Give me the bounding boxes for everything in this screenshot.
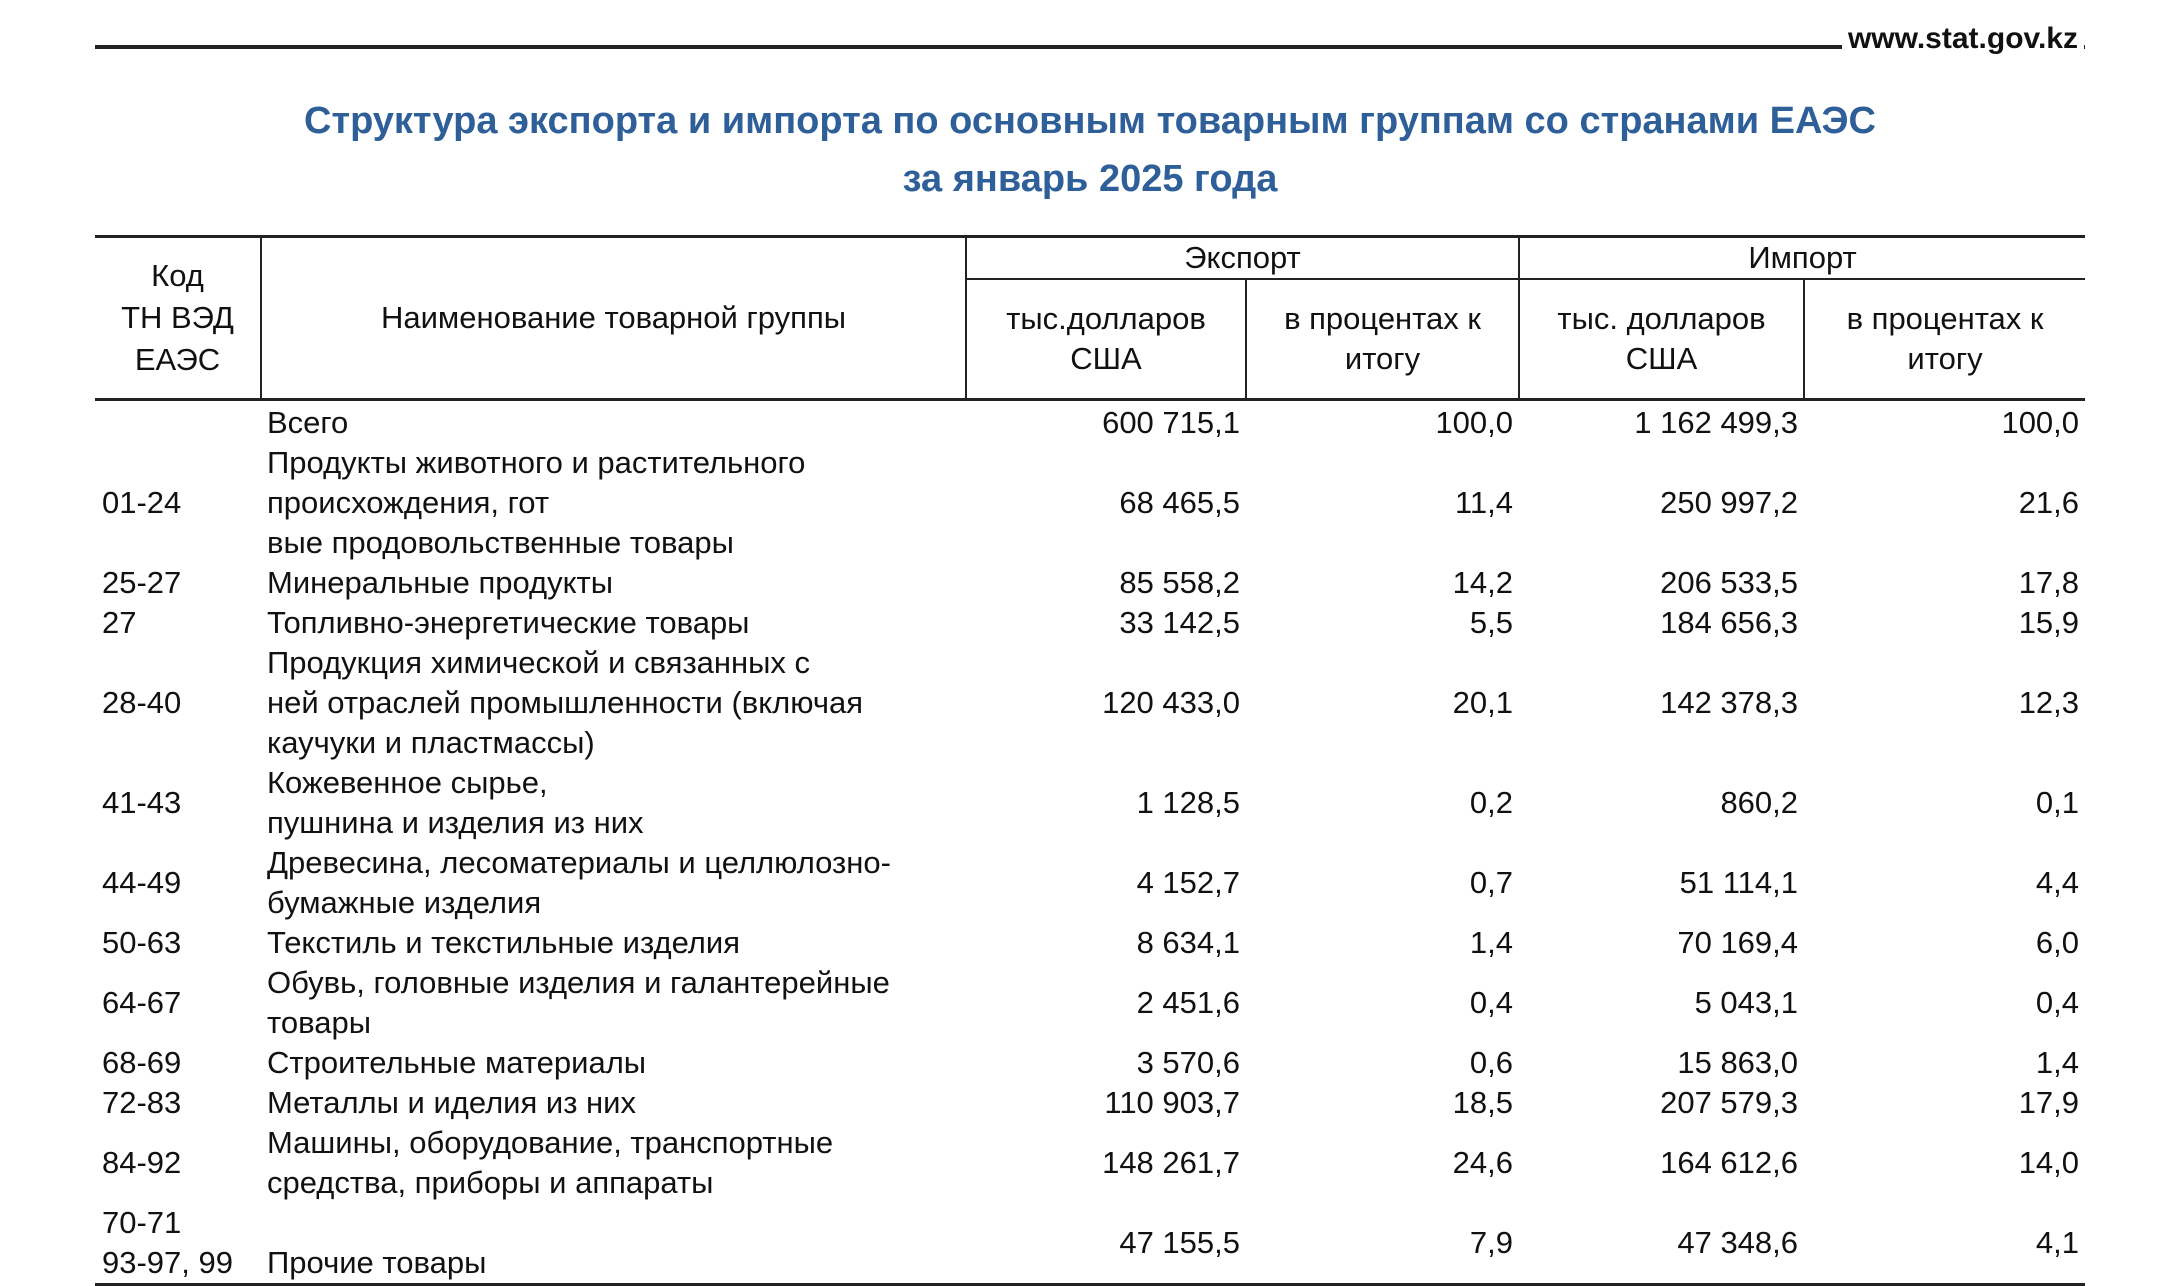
- row-name-line: Строительные материалы: [267, 1045, 647, 1080]
- row-import-pct: 100,0: [2001, 405, 2080, 440]
- row-code: [95, 400, 261, 444]
- row-code: [95, 843, 261, 923]
- row-name: [261, 843, 966, 923]
- row-code-line: [102, 403, 253, 443]
- row-import-pct: 1,4: [2035, 1045, 2080, 1080]
- row-name: [261, 563, 966, 603]
- row-import-value: 860,2: [1720, 785, 1799, 820]
- header-export-pct: [1246, 279, 1519, 400]
- row-name: [261, 963, 966, 1043]
- row-export-pct: 0,4: [1469, 985, 1514, 1020]
- row-export-pct: 1,4: [1469, 925, 1514, 960]
- row-export-pct: 100,0: [1435, 405, 1514, 440]
- trade-structure-table: [95, 235, 2085, 1286]
- row-import-pct: 0,4: [2035, 985, 2080, 1020]
- table-row: [95, 923, 2085, 963]
- header-code: [95, 237, 261, 400]
- row-code-line: 70-71: [102, 1205, 182, 1240]
- table-row: [95, 1043, 2085, 1083]
- row-name: [261, 763, 966, 843]
- row-export-value: 148 261,7: [1102, 1145, 1240, 1180]
- row-export-pct: 24,6: [1452, 1145, 1514, 1180]
- table-row: [95, 643, 2085, 763]
- row-name: [261, 603, 966, 643]
- row-code: [95, 563, 261, 603]
- row-name-line: Минеральные продукты: [267, 565, 614, 600]
- row-name-line: Продукция химической и связанных с: [267, 645, 811, 680]
- header-import-pct: [1804, 279, 2085, 400]
- row-import-pct: 17,9: [2018, 1085, 2080, 1120]
- row-export-value: 47 155,5: [1119, 1225, 1240, 1260]
- row-name-line: Обувь, головные изделия и галантерейные: [267, 965, 890, 1000]
- page-title: [95, 92, 2085, 208]
- row-import-pct: 14,0: [2018, 1145, 2080, 1180]
- row-import-pct: 21,6: [2018, 485, 2080, 520]
- row-code: [95, 443, 261, 563]
- row-name-line: [267, 1203, 958, 1243]
- row-name-line: Всего: [267, 405, 349, 440]
- table-row: [95, 443, 2085, 563]
- header-export: Экспорт: [966, 237, 1519, 280]
- table-row: [95, 603, 2085, 643]
- row-name-line: происхождения, гот: [267, 485, 550, 520]
- row-code: [95, 1083, 261, 1123]
- header-import-pct-line-1: в процентах к: [1846, 301, 2044, 336]
- row-code: [95, 963, 261, 1043]
- row-export-pct: 7,9: [1469, 1225, 1514, 1260]
- row-export-pct: 20,1: [1452, 685, 1514, 720]
- row-import-pct: 4,1: [2035, 1225, 2080, 1260]
- header-import: Импорт: [1519, 237, 2085, 280]
- header-import-pct-line-2: итогу: [1907, 341, 1983, 376]
- row-code: [95, 603, 261, 643]
- row-import-value: 5 043,1: [1694, 985, 1799, 1020]
- row-code-line: 68-69: [102, 1045, 182, 1080]
- row-import-value: 250 997,2: [1660, 485, 1799, 520]
- row-import-value: 184 656,3: [1660, 605, 1799, 640]
- row-import-pct: 17,8: [2018, 565, 2080, 600]
- header-export-value-line-1: тыс.долларов: [1006, 301, 1206, 336]
- row-code-line: 25-27: [102, 565, 182, 600]
- row-export-pct: 18,5: [1452, 1085, 1514, 1120]
- header-import-value: [1519, 279, 1804, 400]
- row-name-line: Прочие товары: [267, 1245, 487, 1280]
- row-import-value: 142 378,3: [1660, 685, 1799, 720]
- row-export-pct: 14,2: [1452, 565, 1514, 600]
- title-line-1: Структура экспорта и импорта по основным товарным группам со странами ЕАЭС: [304, 100, 1876, 142]
- table-body: [95, 400, 2085, 1285]
- row-import-value: 70 169,4: [1677, 925, 1799, 960]
- row-code: [95, 1203, 261, 1285]
- row-name-line: Металлы и иделия из них: [267, 1085, 636, 1120]
- header-code-line-1: Код: [151, 258, 204, 293]
- row-export-pct: 0,7: [1469, 865, 1514, 900]
- row-name-line: Текстиль и текстильные изделия: [267, 925, 740, 960]
- row-code-line: 27: [102, 605, 137, 640]
- row-name-line: ней отраслей промышленности (включая: [267, 685, 863, 720]
- row-name-line: пушнина и изделия из них: [267, 805, 644, 840]
- row-code: [95, 1043, 261, 1083]
- row-name: [261, 1043, 966, 1083]
- row-export-value: 8 634,1: [1136, 925, 1240, 960]
- header-export-value: [966, 279, 1246, 400]
- row-code-line: 28-40: [102, 685, 182, 720]
- header-export-value-line-2: США: [1070, 341, 1142, 376]
- row-name: [261, 643, 966, 763]
- header-code-line-2: ТН ВЭД: [121, 300, 234, 335]
- row-name-line: Топливно-энергетические товары: [267, 605, 750, 640]
- row-code: [95, 763, 261, 843]
- row-code: [95, 643, 261, 763]
- row-name: [261, 1203, 966, 1285]
- table-row: [95, 1083, 2085, 1123]
- row-code-line: 41-43: [102, 785, 182, 820]
- site-label-wrap: [1842, 22, 2084, 56]
- row-export-value: 120 433,0: [1102, 685, 1240, 720]
- row-code-line: 01-24: [102, 485, 182, 520]
- row-export-value: 33 142,5: [1119, 605, 1240, 640]
- header-code-line-3: ЕАЭС: [134, 342, 221, 377]
- row-export-value: 600 715,1: [1102, 405, 1240, 440]
- row-import-pct: 0,1: [2035, 785, 2080, 820]
- row-import-value: 51 114,1: [1679, 865, 1799, 900]
- header-rule: [95, 45, 2085, 49]
- table-row: [95, 963, 2085, 1043]
- row-code-line: 64-67: [102, 985, 182, 1020]
- row-export-pct: 11,4: [1454, 485, 1514, 520]
- row-export-value: 4 152,7: [1136, 865, 1240, 900]
- site-url[interactable]: www.stat.gov.kz: [1847, 22, 2078, 55]
- row-code-line: 93-97, 99: [102, 1245, 233, 1280]
- row-import-value: 207 579,3: [1660, 1085, 1799, 1120]
- header-name: Наименование товарной группы: [261, 237, 966, 400]
- row-import-value: 15 863,0: [1677, 1045, 1799, 1080]
- row-code: [95, 1123, 261, 1203]
- row-name-line: вые продовольственные товары: [267, 525, 734, 560]
- table-row: [95, 763, 2085, 843]
- header-import-value-line-1: тыс. долларов: [1557, 301, 1766, 336]
- row-export-value: 68 465,5: [1119, 485, 1240, 520]
- row-name: [261, 923, 966, 963]
- table-row: [95, 400, 2085, 444]
- table-row: [95, 563, 2085, 603]
- row-code-line: 84-92: [102, 1145, 182, 1180]
- row-name: [261, 1083, 966, 1123]
- row-export-value: 110 903,7: [1104, 1085, 1240, 1120]
- row-name-line: Древесина, лесоматериалы и целлюлозно-: [267, 845, 891, 880]
- row-import-value: 206 533,5: [1660, 565, 1799, 600]
- row-import-value: 47 348,6: [1677, 1225, 1799, 1260]
- row-export-value: 2 451,6: [1136, 985, 1240, 1020]
- row-export-pct: 0,6: [1469, 1045, 1514, 1080]
- row-import-pct: 6,0: [2035, 925, 2080, 960]
- row-import-value: 164 612,6: [1660, 1145, 1799, 1180]
- row-name-line: товары: [267, 1005, 371, 1040]
- row-name-line: средства, приборы и аппараты: [267, 1165, 714, 1200]
- row-export-pct: 5,5: [1469, 605, 1514, 640]
- row-name-line: Продукты животного и растительного: [267, 445, 806, 480]
- header-import-value-line-2: США: [1625, 341, 1698, 376]
- table-row: [95, 1203, 2085, 1285]
- row-import-pct: 12,3: [2018, 685, 2080, 720]
- row-export-value: 1 128,5: [1136, 785, 1240, 820]
- row-code: [95, 923, 261, 963]
- table-row: [95, 843, 2085, 923]
- row-code-line: 44-49: [102, 865, 182, 900]
- row-import-pct: 4,4: [2035, 865, 2080, 900]
- row-name-line: Кожевенное сырье,: [267, 765, 548, 800]
- row-import-pct: 15,9: [2018, 605, 2080, 640]
- table-header: [95, 237, 2085, 400]
- row-export-value: 3 570,6: [1136, 1045, 1240, 1080]
- row-export-value: 85 558,2: [1119, 565, 1240, 600]
- row-name-line: каучуки и пластмассы): [267, 725, 595, 760]
- row-name-line: бумажные изделия: [267, 885, 542, 920]
- row-name: [261, 400, 966, 444]
- row-export-pct: 0,2: [1469, 785, 1514, 820]
- row-code-line: 50-63: [102, 925, 182, 960]
- row-import-value: 1 162 499,3: [1634, 405, 1799, 440]
- row-name: [261, 1123, 966, 1203]
- row-name: [261, 443, 966, 563]
- table-row: [95, 1123, 2085, 1203]
- title-line-2: за январь 2025 года: [902, 158, 1278, 200]
- header-export-pct-line-2: итогу: [1344, 341, 1421, 376]
- header-export-pct-line-1: в процентах к: [1284, 301, 1481, 336]
- row-code-line: 72-83: [102, 1085, 182, 1120]
- row-name-line: Машины, оборудование, транспортные: [267, 1125, 834, 1160]
